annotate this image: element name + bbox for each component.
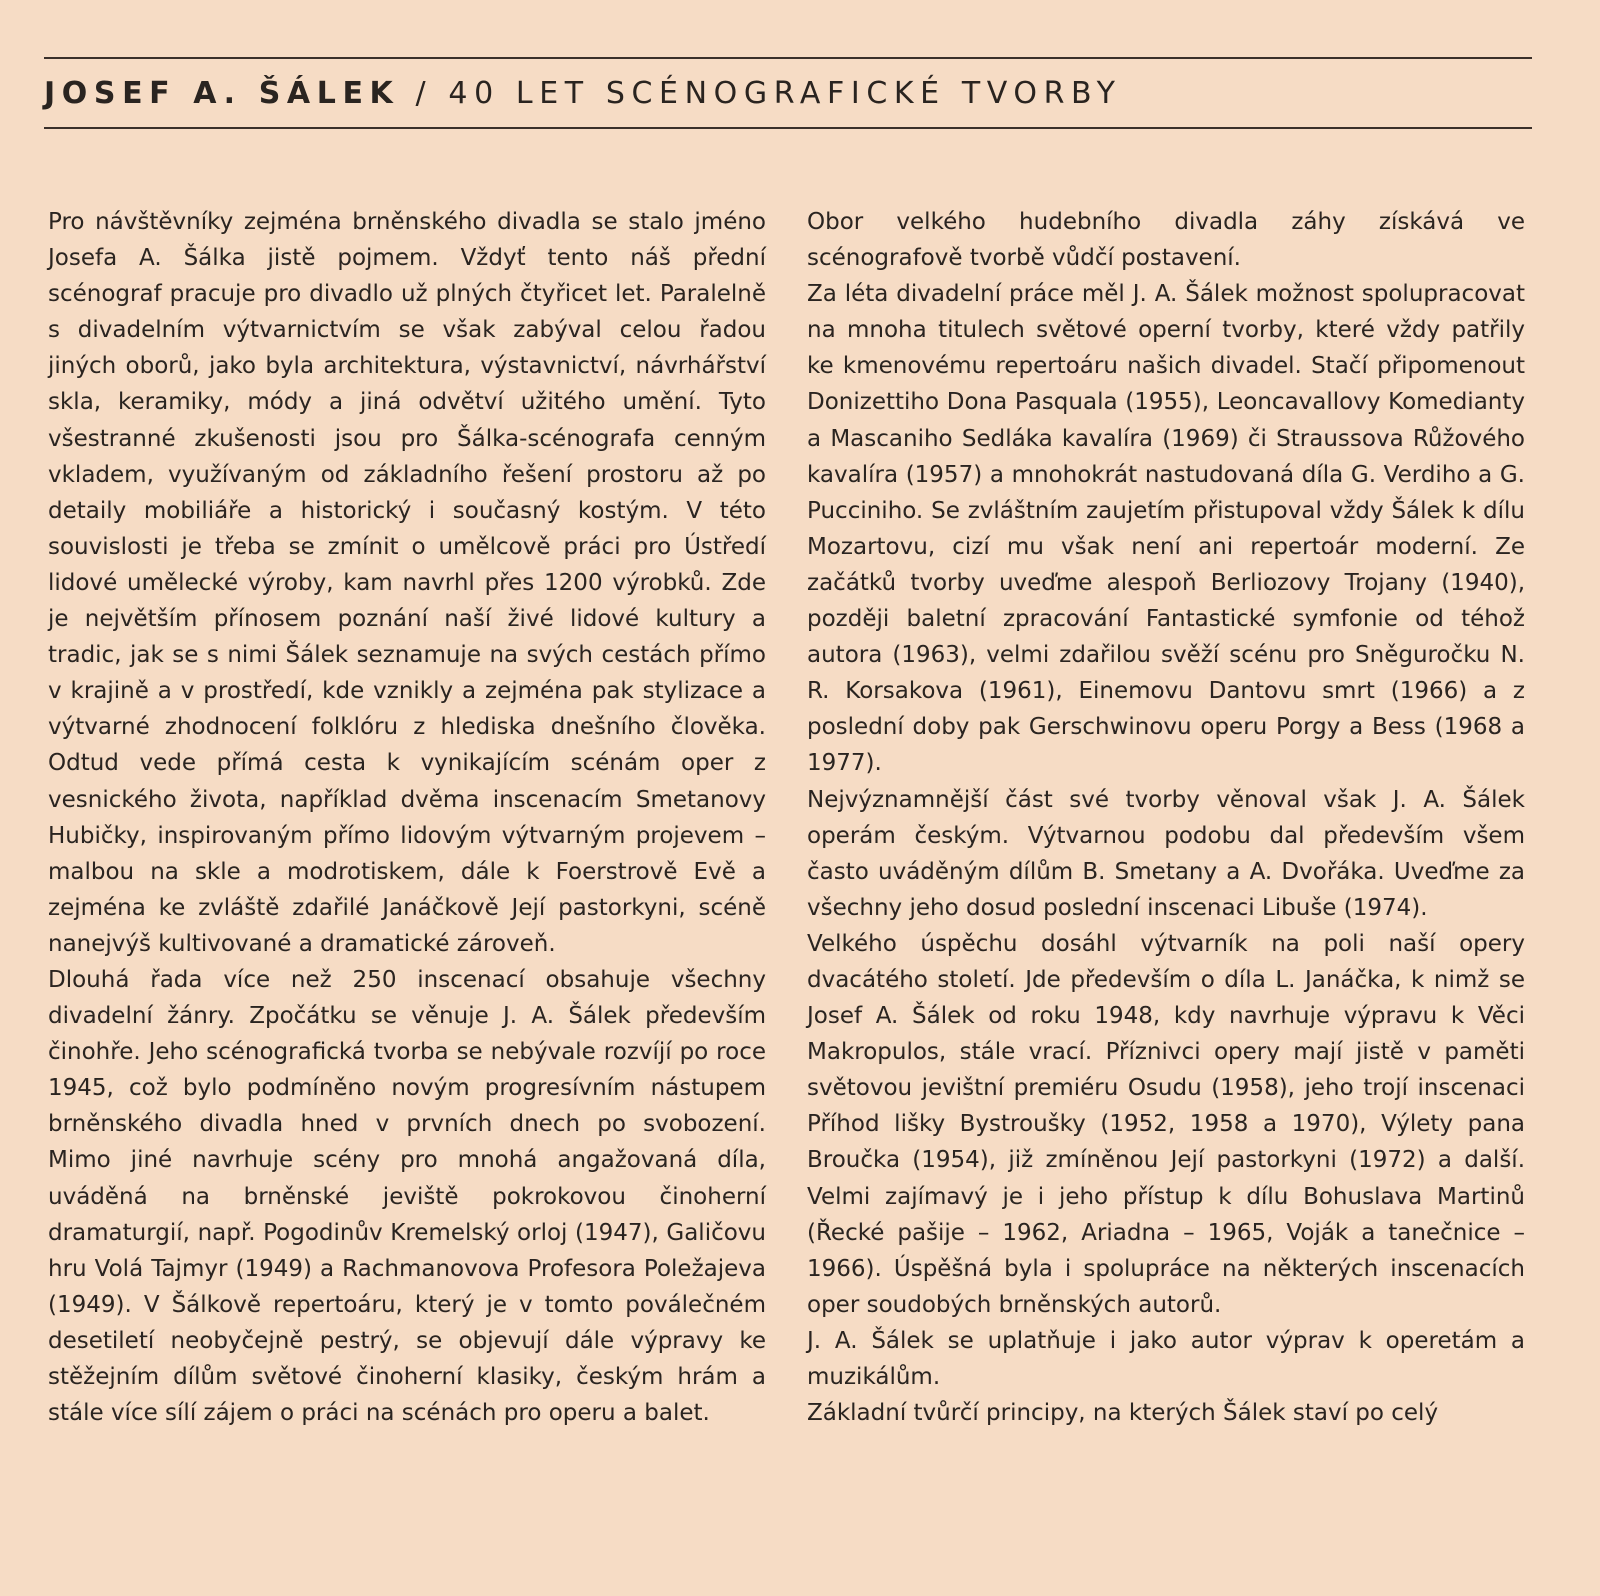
right-column — [807, 204, 1525, 1431]
page-heading — [44, 74, 1122, 114]
paragraph: Za léta divadelní práce měl J. A. Šálek možnost spolupracovat na mnoha titulech světové operní tvorby, které vždy patřily ke kmenovému repertoáru našich divadel. Stačí připomenout Donizettiho Dona Pasquala (1955), Leoncavallovy Komedianty a Mascaniho Sedláka kavalíra (1969) či Straussova Růžového kavalíra (1957) a mnohokrát nastudovaná díla G. Verdiho a G. Pucciniho. Se zvláštním zaujetím přistupoval vždy Šálek k dílu Mozartovu, cizí mu však není ani repertoár moderní. Ze začátků tvorby uveďme alespoň Berliozovy Trojany (1940), později baletní zpracování Fantastické symfonie od téhož autora (1963), velmi zdařilou svěží scénu pro Sněguročku N. R. Korsakova (1961), Einemovu Dantovu smrt (1966) a z poslední doby pak Gerschwinovu operu Porgy a Bess (1968 a 1977). — [807, 281, 1525, 777]
heading-subtitle: 40 LET SCÉNOGRAFICKÉ TVORBY — [448, 76, 1122, 111]
paragraph: Velkého úspěchu dosáhl výtvarník na poli naší opery dvacátého století. Jde především o díla L. Janáčka, k nimž se Josef A. Šálek od roku 1948, kdy navrhuje výpravu k Věci Makropulos, stále vrací. Příznivci opery mají jistě v paměti světovou jevištní premiéru Osudu (1958), jeho trojí inscenaci Příhod lišky Bystroušky (1952, 1958 a 1970), Výlety pana Broučka (1954), již zmíněnou Její pastorkyni (1972) a další. Velmi zajímavý je i jeho přístup k dílu Bohuslava Martinů (Řecké pašije – 1962, Ariadna – 1965, Voják a tanečnice – 1966). Úspěšná byla i spolupráce na některých inscenacích oper soudobých brněnských autorů. — [807, 930, 1525, 1318]
heading-author: JOSEF A. ŠÁLEK — [44, 76, 400, 111]
left-column — [48, 204, 766, 1431]
paragraph: Nejvýznamnější část své tvorby věnoval však J. A. Šálek operám českým. Výtvarnou podobu dal především všem často uváděným dílům B. Smetany a A. Dvořáka. Uveďme za všechny jeho dosud poslední inscenaci Libuše (1974). — [807, 786, 1525, 921]
paragraph: Dlouhá řada více než 250 inscenací obsahuje všechny divadelní žánry. Zpočátku se věnuje J. A. Šálek především činohře. Jeho scénografická tvorba se nebývale rozvíjí po roce 1945, což bylo podmíněno novým progresívním nástupem brněnského divadla hned v prvních dnech po svobození. Mimo jiné navrhuje scény pro mnohá angažovaná díla, uváděná na brněnské jeviště pokrokovou činoherní dramaturgií, např. Pogodinův Kremelský orloj (1947), Galičovu hru Volá Tajmyr (1949) a Rachmanovova Profesora Poležajeva (1949). V Šálkově repertoáru, který je v tomto poválečném desetiletí neobyčejně pestrý, se objevují dále výpravy ke stěžejním dílům světové činoherní klasiky, českým hrám a stále více sílí zájem o práci na scénách pro operu a balet. — [48, 966, 766, 1427]
paragraph: Základní tvůrčí principy, na kterých Šálek staví po celý — [807, 1400, 1439, 1427]
paragraph: Pro návštěvníky zejména brněnského divadla se stalo jméno Josefa A. Šálka jistě pojmem. Vždyť tento náš přední scénograf pracuje pro divadlo už plných čtyřicet let. Paralelně s divadelním výtvarnictvím se však zabýval celou řadou jiných oborů, jako byla architektura, výstavnictví, návrhářství skla, keramiky, módy a jiná odvětví užitého umění. Tyto všestranné zkušenosti jsou pro Šálka-scénografa cenným vkladem, využívaným od základního řešení prostoru až po detaily mobiliáře a historický i současný kostým. V této souvislosti je třeba se zmínit o umělcově práci pro Ústředí lidové umělecké výroby, kam navrhl přes 1200 výrobků. Zde je největším přínosem poznání naší živé lidové kultury a tradic, jak se s nimi Šálek seznamuje na svých cestách přímo v krajině a v prostředí, kde vznikly a zejména pak stylizace a výtvarné zhodnocení folklóru z hlediska dnešního člověka. Odtud vede přímá cesta k vynikajícím scénám oper z vesnického života, například dvěma inscenacím Smetanovy Hubičky, inspirovaným přímo lidovým výtvarným projevem – malbou na skle a modrotiskem, dále k Foerstrově Evě a zejména ke zvláště zdařilé Janáčkově Její pastorkyni, scéně nanejvýš kultivované a dramatické zároveň. — [48, 209, 766, 957]
paragraph: Obor velkého hudebního divadla záhy získává ve scénografově tvorbě vůdčí postavení. — [807, 209, 1525, 272]
paragraph: J. A. Šálek se uplatňuje i jako autor výprav k operetám a muzikálům. — [807, 1327, 1525, 1390]
header-top-rule — [44, 57, 1532, 59]
heading-separator: / — [415, 76, 433, 111]
header-bottom-rule — [44, 127, 1532, 129]
